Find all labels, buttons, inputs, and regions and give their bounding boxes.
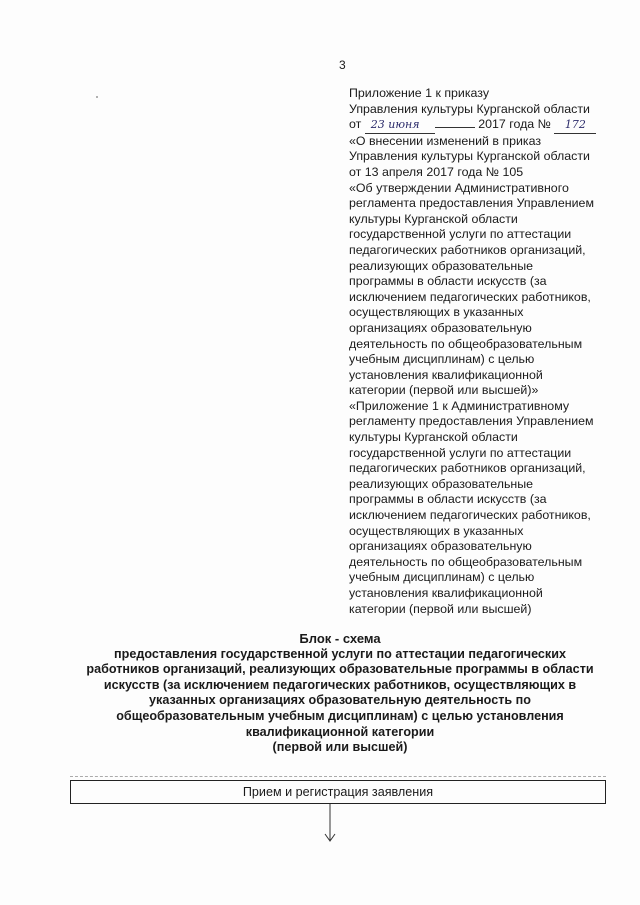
handwritten-order-number: 172 [554, 117, 596, 134]
order-year-label: 2017 года № [478, 117, 551, 132]
appendix-issuer: Управления культуры Курганской области [349, 101, 590, 116]
flow-arrow-down-icon [320, 804, 340, 844]
appendix-title: Приложение 1 к приказу [349, 86, 490, 100]
page-number: 3 [339, 58, 346, 72]
order-date-number-line [349, 117, 611, 134]
block-scheme-heading: Блок - схема [299, 631, 381, 646]
block-scheme-description: предоставления государственной услуги по аттестации педагогических работников организаций, реализующих образовательные программы в области искусств (за исключением педагогических работников, осуществляющих в указанных организациях образовательную деятельность по общеобразовательным учебным дисциплинам) с целью установления квалификационной категории (первой или высшей) [86, 646, 594, 755]
order-amendment-text: «О внесении изменений в приказ Управления культуры Курганской области от 13 апреля 2017 года № 105 «Об утверждении Административного регламента предоставления Управлением культуры Курганской области государственной услуги по аттестации педагогических работников организаций, реализующих образовательные программы в области искусств (за исключением педагогических работников, осуществляющих в указанных организациях образовательную деятельность по общеобразовательным учебным дисциплинам) с целью установления квалификационной категории (первой или высшей)» [349, 133, 594, 398]
flow-step-box [70, 780, 606, 804]
flow-step-label: Прием и регистрация заявления [242, 785, 434, 799]
appendix-header [349, 86, 611, 617]
regulation-appendix-text: «Приложение 1 к Административному регламенту предоставления Управлением культуры Курганской области государственной услуги по аттестации педагогических работников организаций, реализующих образовательные программы в области искусств (за исключением педагогических работников, осуществляющих в указанных организациях образовательную деятельность по общеобразовательным учебным дисциплинам) с целью установления квалификационной категории (первой или высшей) [349, 398, 594, 616]
handwritten-date: 23 июня [365, 117, 435, 134]
date-underline [435, 127, 475, 128]
scan-dash-line [70, 776, 606, 777]
scan-speck [96, 96, 98, 98]
block-scheme-title [70, 631, 610, 756]
order-date-prefix: от [349, 117, 362, 132]
